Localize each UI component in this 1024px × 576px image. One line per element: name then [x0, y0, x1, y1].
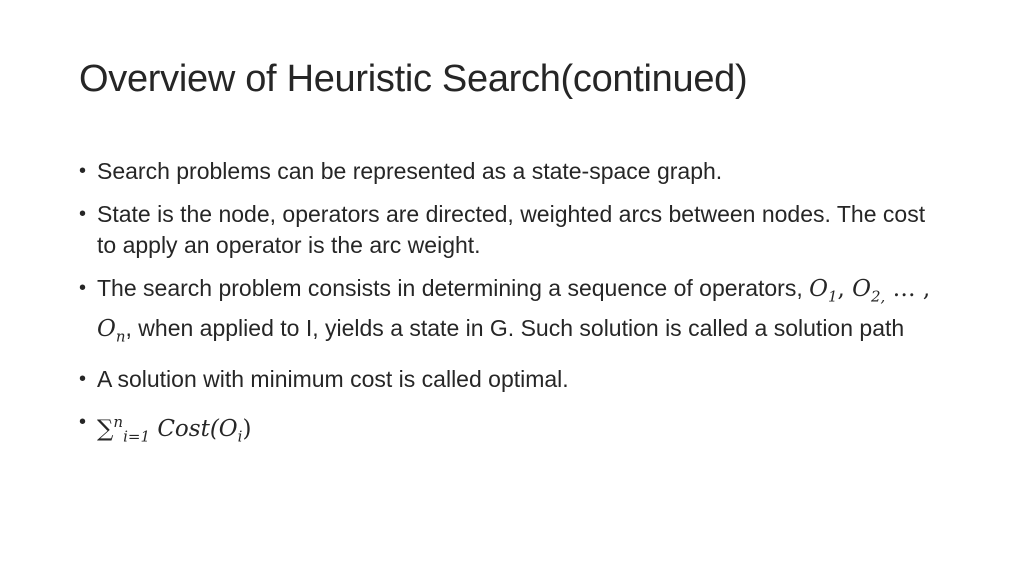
- bullet-icon: •: [79, 411, 87, 434]
- bullet-item: [79, 407, 939, 452]
- bullet-text: State is the node, operators are directed, weighted arcs between nodes. The cost to apply an operator is the arc weight.: [97, 201, 926, 258]
- operator-sequence-formula: $O_1$, $O_{2,}$ … , $O_n$: [97, 276, 931, 346]
- bullet-icon: •: [79, 277, 87, 299]
- bullet-item: [79, 156, 939, 187]
- bullet-icon: •: [79, 368, 87, 391]
- summation-symbol: ∑: [97, 415, 114, 442]
- bullet-text: Search problems can be represented as a state-space graph.: [97, 158, 723, 184]
- bullet-item: [79, 199, 939, 261]
- bullet-item: [79, 273, 939, 352]
- bullet-text-start: The search problem consists in determining a sequence of operators,: [97, 275, 803, 301]
- slide-title: Overview of Heuristic Search(continued): [79, 58, 748, 100]
- bullet-icon: •: [79, 160, 87, 182]
- bullet-icon: •: [79, 203, 87, 225]
- bullet-item: [79, 364, 939, 395]
- sum-cost-formula: ∑$^n_{i=1}$ $Cost(O_i)$: [97, 413, 252, 446]
- bullet-list: [79, 156, 939, 464]
- bullet-text: A solution with minimum cost is called optimal.: [97, 366, 569, 393]
- bullet-text-end: , when applied to I, yields a state in G. Such solution is called a solution path: [125, 314, 905, 341]
